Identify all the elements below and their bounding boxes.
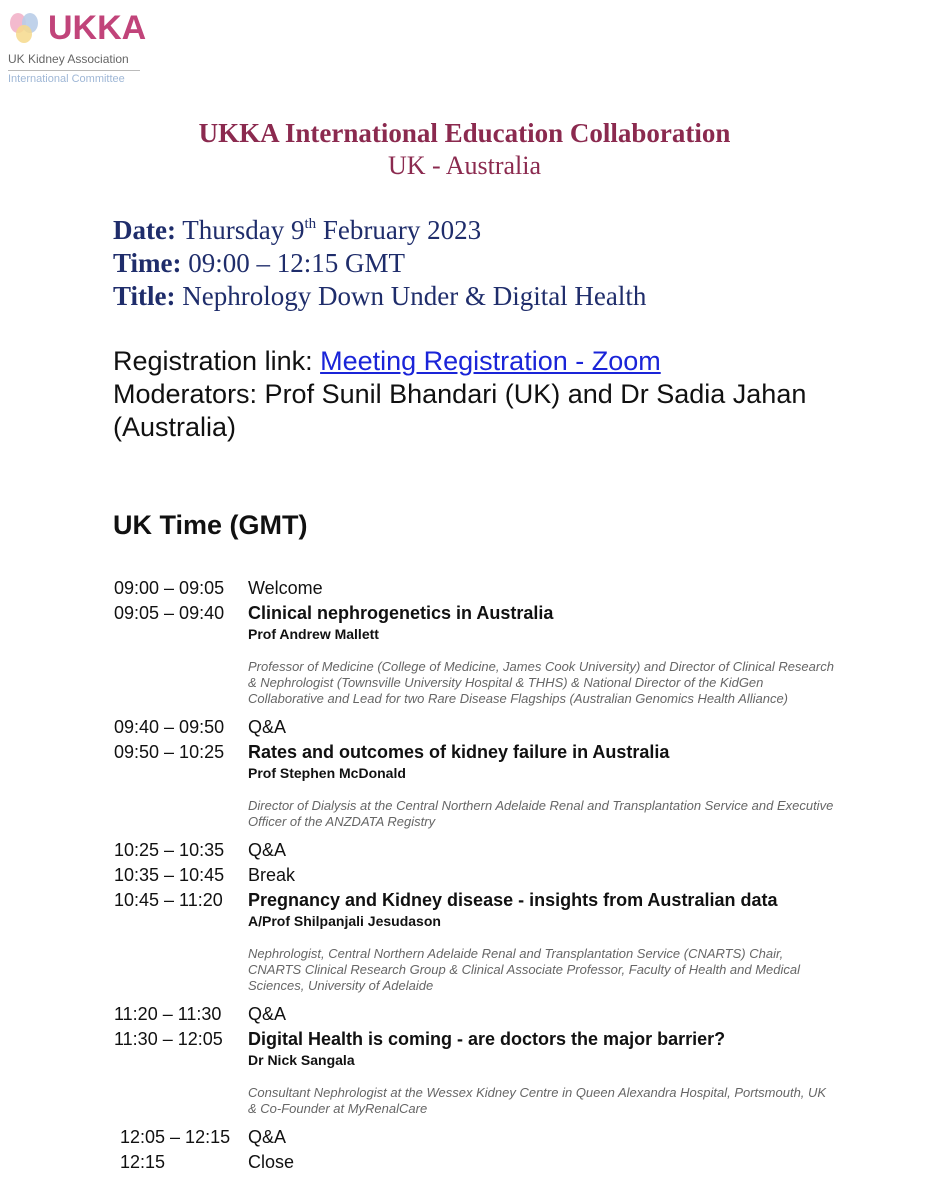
schedule-row (114, 715, 834, 740)
time-line (113, 247, 646, 280)
session-title: Pregnancy and Kidney disease - insights from Australian data (248, 890, 778, 910)
schedule-row (114, 863, 834, 888)
schedule-content (248, 740, 834, 838)
schedule-time: 11:30 – 12:05 (114, 1029, 223, 1049)
schedule-content (248, 1125, 834, 1149)
schedule-heading: UK Time (GMT) (113, 510, 308, 540)
session-title: Q&A (248, 840, 287, 860)
schedule-time: 12:05 – 12:15 (120, 1127, 231, 1147)
schedule-row (114, 576, 834, 601)
schedule-time: 10:45 – 11:20 (114, 890, 223, 910)
logo-committee: International Committee (8, 73, 125, 85)
schedule-time: 11:20 – 11:30 (114, 1004, 222, 1024)
schedule-content (248, 1150, 834, 1174)
session-title: Q&A (248, 717, 287, 737)
schedule-row (114, 740, 834, 838)
schedule-time: 10:25 – 10:35 (114, 840, 225, 860)
date-value: Thursday 9th February 2023 (182, 215, 482, 245)
schedule-time: 12:15 (120, 1152, 166, 1172)
schedule-row (114, 1002, 834, 1027)
title-value: Nephrology Down Under & Digital Health (182, 281, 647, 311)
moderators-text: Moderators: Prof Sunil Bhandari (UK) and Dr Sadia Jahan (Australia) (113, 379, 807, 442)
speaker-description: Consultant Nephrologist at the Wessex Kidney Centre in Queen Alexandra Hospital, Portsmouth, UK & Co-Founder at MyRenalCare (248, 1085, 827, 1116)
session-title: Close (248, 1152, 295, 1172)
schedule-time: 09:40 – 09:50 (114, 717, 225, 737)
schedule-content (248, 576, 834, 600)
date-line (113, 214, 646, 247)
schedule-content (248, 1027, 834, 1125)
schedule-content (248, 888, 834, 1002)
title-line (113, 280, 646, 313)
registration-block (113, 345, 813, 444)
session-title: Digital Health is coming - are doctors the major barrier? (248, 1029, 726, 1049)
schedule-row (114, 838, 834, 863)
time-label: Time: (113, 248, 182, 278)
schedule-row (114, 601, 834, 715)
logo-divider (8, 70, 140, 71)
ukka-logo (8, 8, 148, 83)
speaker-name: Prof Stephen McDonald (248, 765, 406, 781)
logo-subtitle: UK Kidney Association (8, 52, 129, 66)
schedule-list (114, 576, 834, 1175)
session-title: Break (248, 865, 296, 885)
session-title: Q&A (248, 1004, 287, 1024)
document-title: UKKA International Education Collaboration (198, 118, 731, 148)
schedule-time: 09:50 – 10:25 (114, 742, 225, 762)
schedule-content (248, 601, 834, 715)
schedule-content (248, 1002, 834, 1026)
schedule-content (248, 838, 834, 862)
logo-wordmark: UKKA (48, 9, 147, 47)
schedule-row (114, 888, 834, 1002)
time-value: 09:00 – 12:15 GMT (188, 248, 406, 278)
schedule-row (114, 1027, 834, 1125)
schedule-time: 10:35 – 10:45 (114, 865, 225, 885)
schedule-time: 09:05 – 09:40 (114, 603, 225, 623)
speaker-name: Dr Nick Sangala (248, 1052, 355, 1068)
event-meta (113, 214, 646, 313)
zoom-registration-link[interactable]: Meeting Registration - Zoom (320, 346, 661, 376)
registration-label: Registration link: (113, 346, 321, 376)
ukka-logo-mark-icon (8, 12, 40, 44)
speaker-name: A/Prof Shilpanjali Jesudason (248, 913, 441, 929)
session-title: Q&A (248, 1127, 287, 1147)
schedule-row (114, 1125, 834, 1150)
title-label: Title: (113, 281, 176, 311)
speaker-description: Director of Dialysis at the Central Northern Adelaide Renal and Transplantation Service and Executive Officer of the ANZDATA Registry (248, 798, 834, 829)
speaker-description: Nephrologist, Central Northern Adelaide Renal and Transplantation Service (CNARTS) Chair, CNARTS Clinical Research Group & Clinical Associate Professor, Faculty of Health and Medical Sciences, University of Adelaide (248, 946, 801, 993)
registration-line (113, 345, 813, 378)
document-heading (0, 116, 929, 182)
schedule-row (114, 1150, 834, 1175)
session-title: Welcome (248, 578, 323, 598)
schedule-content (248, 715, 834, 739)
session-title: Clinical nephrogenetics in Australia (248, 603, 554, 623)
speaker-name: Prof Andrew Mallett (248, 626, 379, 642)
date-label: Date: (113, 215, 176, 245)
speaker-description: Professor of Medicine (College of Medicine, James Cook University) and Director of Clinical Research & Nephrologist (Townsville University Hospital & THHS) & National Director of the KidGen Collaborative and Lead for two Rare Disease Flagships (Australian Genomics Health Alliance) (248, 659, 834, 706)
schedule-time: 09:00 – 09:05 (114, 578, 225, 598)
session-title: Rates and outcomes of kidney failure in Australia (248, 742, 670, 762)
schedule-content (248, 863, 834, 887)
document-subtitle: UK - Australia (387, 151, 542, 180)
